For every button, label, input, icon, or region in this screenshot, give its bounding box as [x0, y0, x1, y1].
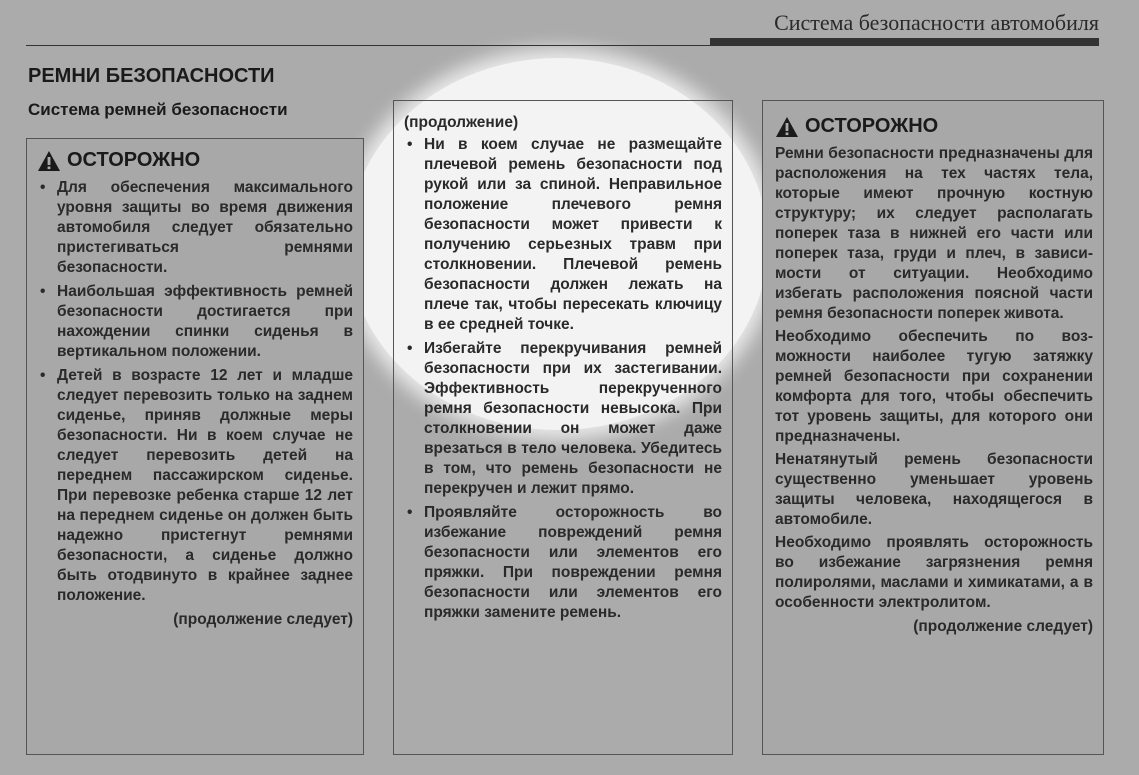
list-item: • Детей в возрасте 12 лет и младше следует перевозить только на заднем сиденье, приняв должные меры безопасности. Ни в коем случае не следует перевозить детей на переднем пассажирском сиденье. При перевозке ребенка старше 12 лет на переднем сиденье он должен быть надежно пристегнут ремнями безопасности, а сиденье должно быть отодвинуто в крайнее заднее положение. [37, 366, 353, 606]
warning-title: ОСТОРОЖНО [805, 115, 939, 137]
warning-box-left [26, 138, 364, 755]
warning-box-middle [393, 100, 733, 755]
continuation-note: (продолжение следует) [173, 611, 353, 628]
section-title: РЕМНИ БЕЗОПАСНОСТИ [28, 65, 275, 87]
warning-heading [775, 115, 1093, 138]
continuation-note: (продолжение следует) [913, 618, 1093, 635]
list-item: • Проявляйте осторожность во избежание повреждений ремня безопасности или элементов его пряжки. При повреждении ремня безопасности или элементов его пряжки замените ремень. [404, 503, 722, 623]
warning-title: ОСТОРОЖНО [67, 149, 201, 171]
warning-list [404, 135, 722, 623]
warning-list [37, 178, 353, 606]
warning-triangle-icon [37, 150, 61, 172]
paragraph: Ремни безопасности предназначены для расположения на тех частях тела, которые имеют прочную костную структуру; их следует располагать поперек таза в нижней его части или поперек таза, груди и плеч, в зависимости от ситуации. Необходимо избегать расположения поясной части ремня безопасности поперек живота. [775, 145, 1093, 322]
paragraph: Ненатянутый ремень безопасности существенно уменьшает уровень защиты человека, находящегося в автомобиле. [775, 451, 1093, 528]
warning-heading [37, 149, 353, 172]
list-item: • Ни в коем случае не размещайте плечевой ремень безопасности под рукой или за спиной. Неправильное положение плечевого ремня безопасности может привести к получению серьезных травм при столкновении. Плечевой ремень безопасности должен лежать на плече так, чтобы пересекать ключицу в ее средней точке. [404, 135, 722, 335]
page-header-title: Система безопасности автомобиля [774, 10, 1099, 35]
paragraph: Необходимо обеспечить по возможности наиболее тугую затяжку ремней безопасности при сохранении комфорта для того, чтобы обеспечить тот уровень защиты, для которого они предназначены. [775, 328, 1093, 445]
warning-box-right [762, 100, 1104, 755]
warning-triangle-icon [775, 116, 799, 138]
continued-label: (продолжение) [404, 114, 519, 131]
header-rule [26, 45, 1099, 46]
list-item: • Избегайте перекручивания ремней безопасности при их застегивании. Эффективность перекрученного ремня безопасности невысока. При столкновении он может даже врезаться в тело человека. Убедитесь в том, что ремень безопасности не перекручен и лежит прямо. [404, 339, 722, 499]
subsection-title: Система ремней безопасности [28, 100, 288, 119]
list-item: • Наибольшая эффективность ремней безопасности достигается при нахождении спинки сиденья в вертикальном положении. [37, 282, 353, 362]
paragraph: Необходимо проявлять осторожность во избежание загрязнения ремня полиролями, маслами и химикатами, а в особенности электролитом. [775, 534, 1093, 611]
list-item: • Для обеспечения максимального уровня защиты во время движения автомобиля следует обязательно пристегиваться ремнями безопасности. [37, 178, 353, 278]
